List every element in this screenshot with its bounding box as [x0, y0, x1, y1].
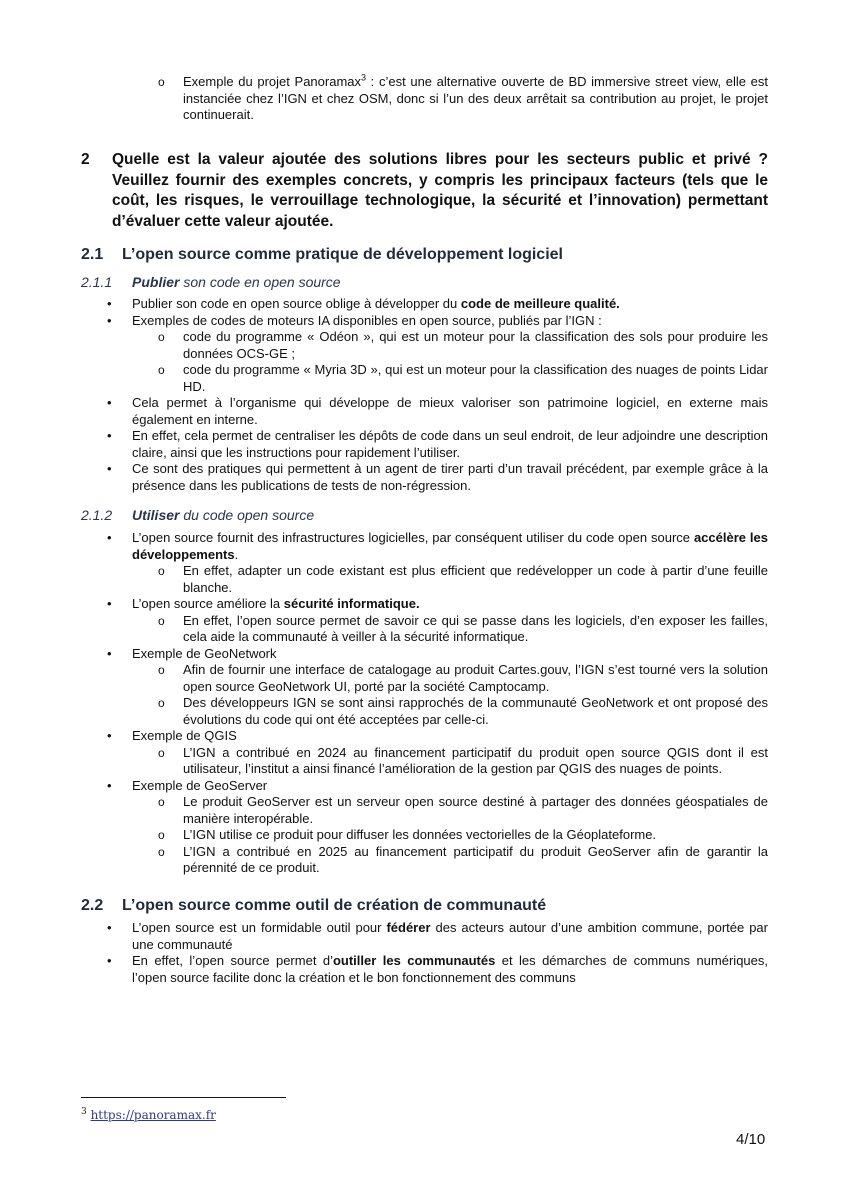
list-item: o En effet, l’open source permet de savoir ce qui se passe dans les logiciels, d’en exposer les failles, cela aide la communauté à veiller à la sécurité informatique.	[131, 613, 768, 646]
list-item: • Publier son code en open source oblige à développer du code de meilleure qualité.	[81, 296, 768, 313]
list-item: o Le produit GeoServer est un serveur open source destiné à partager des données géospatiales de manière interopérable.	[131, 794, 768, 827]
list-item: o L’IGN a contribué en 2025 au financement participatif du produit GeoServer afin de garantir la pérennité de ce produit.	[131, 844, 768, 877]
list-item: • Ce sont des pratiques qui permettent à un agent de tirer parti d’un travail précédent, par exemple grâce à la présence dans les publications de tests de non-régression.	[81, 461, 768, 494]
page-number: 4/10	[736, 1131, 766, 1148]
list-item: o Afin de fournir une interface de catalogage au produit Cartes.gouv, l’IGN s’est tourné vers la solution open source GeoNetwork UI, porté par la société Camptocamp.	[131, 662, 768, 695]
list-item: o code du programme « Myria 3D », qui est un moteur pour la classification des nuages de points Lidar HD.	[131, 362, 768, 395]
list-item: • En effet, cela permet de centraliser les dépôts de code dans un seul endroit, de leur adjoindre une description claire, ainsi que les instructions pour rapidement l’utiliser.	[81, 428, 768, 461]
section-2-1-heading: 2.1 L’open source comme pratique de développement logiciel	[81, 246, 563, 263]
list-item: • Cela permet à l’organisme qui développe de mieux valoriser son patrimoine logiciel, en externe mais également en interne.	[81, 395, 768, 428]
section-2-2-heading: 2.2 L’open source comme outil de création de communauté	[81, 897, 547, 914]
list-item: o Exemple du projet Panoramax$^3$ : c’est une alternative ouverte de BD immersive street view, elle est instanciée chez l’IGN et chez OSM, donc si l’un des deux arrêtait sa contribution au projet, le projet continuerait.	[131, 74, 768, 124]
list-item: • L’open source fournit des infrastructures logicielles, par conséquent utiliser du code open source accélère les développements.	[81, 530, 768, 563]
list-item: o Des développeurs IGN se sont ainsi rapprochés de la communauté GeoNetwork et ont proposé des évolutions du code qui ont été acceptées par celle-ci.	[131, 695, 768, 728]
section-2-2-list	[0, 920, 849, 986]
footnote-separator	[81, 1097, 286, 1098]
footnote-link[interactable]: https://panoramax.fr	[90, 1108, 216, 1122]
list-item: o code du programme « Odéon », qui est un moteur pour la classification des sols pour produire les données OCS-GE ;	[131, 329, 768, 362]
section-2-1-2-heading: 2.1.2 Utiliser du code open source	[81, 507, 315, 523]
list-item: • Exemple de QGIS	[81, 728, 768, 745]
list-item: • L’open source est un formidable outil pour fédérer des acteurs autour d’une ambition commune, portée par une communauté	[81, 920, 768, 953]
section-2-1-2-list	[0, 530, 849, 877]
footnote: $^3$ https://panoramax.fr	[81, 1107, 216, 1122]
section-2-1-1-list	[0, 296, 849, 494]
list-item: o En effet, adapter un code existant est plus efficient que redévelopper un code à partir d’une feuille blanche.	[131, 563, 768, 596]
list-item: o L’IGN utilise ce produit pour diffuser les données vectorielles de la Géoplateforme.	[131, 827, 768, 844]
section-2-heading: 2 Quelle est la valeur ajoutée des solutions libres pour les secteurs public et privé ? Veuillez fournir des exemples concrets, y compris les principaux facteurs (tels que le coût, les risques, le verrouillage technologique, la sécurité et l’innovation) permettant d’évaluer cette valeur ajoutée.	[81, 151, 768, 230]
list-item: • Exemple de GeoServer	[81, 778, 768, 795]
section-2-1-1-heading: 2.1.1 Publier son code en open source	[81, 274, 341, 290]
list-item: o L’IGN a contribué en 2024 au financement participatif du produit open source QGIS dont il est utilisateur, l’institut a ainsi financé l’amélioration de la gestion par QGIS des nuages de points.	[131, 745, 768, 778]
list-item: • Exemples de codes de moteurs IA disponibles en open source, publiés par l’IGN :	[81, 313, 768, 330]
footnote-ref[interactable]: 3	[361, 72, 367, 83]
list-item: • En effet, l’open source permet d’outiller les communautés et les démarches de communs numériques, l’open source facilite donc la création et le bon fonctionnement des communs	[81, 953, 768, 986]
list-item: • L’open source améliore la sécurité informatique.	[81, 596, 768, 613]
panoramax-example	[0, 74, 849, 124]
list-item: • Exemple de GeoNetwork	[81, 646, 768, 663]
